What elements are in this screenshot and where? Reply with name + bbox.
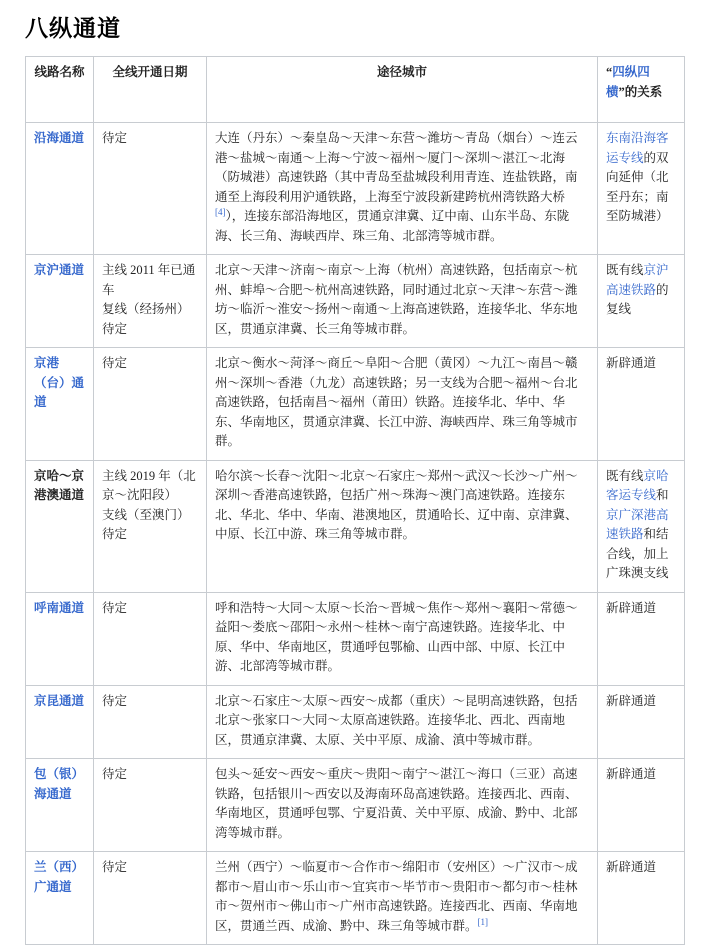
wiki-link[interactable]: 包（银）海通道	[34, 767, 85, 801]
reference-sup	[478, 916, 489, 926]
date-line: 待定	[102, 131, 128, 145]
opening-date-cell	[94, 348, 207, 461]
wiki-link[interactable]: 兰（西）广通道	[34, 860, 85, 894]
relation-cell	[598, 460, 685, 592]
opening-date-cell	[94, 685, 207, 759]
text-run: 既有线	[606, 468, 644, 483]
date-line: 主线 2011 年已通车	[102, 263, 196, 297]
text-run: 的双向延伸（北至丹东；南至防城港）	[606, 150, 669, 223]
relation-cell	[598, 123, 685, 255]
reference-link[interactable]: [4]	[215, 206, 226, 217]
text-run: 北京～石家庄～太原～西安～成都（重庆）～昆明高速铁路，包括北京～张家口～大同～太原高速铁路。连接华北、西北、西南地区，贯通京津冀、太原、关中平原、成渝、滇中等城市群。	[215, 693, 578, 747]
cities-cell	[207, 852, 598, 945]
text-run: 新辟通道	[606, 693, 657, 708]
table-row	[26, 852, 685, 945]
date-line: 待定	[102, 600, 128, 615]
cities-cell	[207, 255, 598, 348]
cities-cell	[207, 123, 598, 255]
text-run: 兰州（西宁）～临夏市～合作市～绵阳市（安州区）～广汉市～成都市～眉山市～乐山市～宜宾市～毕节市～贵阳市～都匀市～桂林市～贺州市～佛山市～广州市高速铁路。连接西北、西南、华南地区，贯通兰西、成渝、黔中、珠三角等城市群。	[215, 860, 578, 933]
table-row	[26, 685, 685, 759]
relation-cell	[598, 759, 685, 852]
text-run: 新辟通道	[606, 356, 657, 370]
text-run: 和结合线，加上广珠澳支线	[606, 527, 669, 580]
text-run: 哈尔滨～长春～沈阳～北京～石家庄～郑州～武汉～长沙～广州～深圳～香港高速铁路，包括广州～珠海～澳门高速铁路。连接东北、华北、华中、华南、港澳地区，贯通哈长、辽中南、京津冀、中原、长江中游、珠三角等城市群。	[215, 468, 578, 541]
line-name-cell	[26, 759, 94, 852]
date-line: 待定	[102, 356, 128, 370]
wiki-link[interactable]: 呼南通道	[34, 600, 85, 615]
table-row	[26, 255, 685, 348]
text-run: 北京～衡水～菏泽～商丘～阜阳～合肥（黄冈）～九江～南昌～赣州～深圳～香港（九龙）高速铁路；另一支线为合肥～福州～台北高速铁路，包括南昌～福州（莆田）铁路。连接华北、华中、华东、华南地区，贯通京津冀、长江中游、海峡西岸、珠三角等城市群。	[215, 356, 578, 448]
wiki-link[interactable]: 京沪高速铁路	[606, 263, 669, 297]
table-row	[26, 348, 685, 461]
col-header-opening-date	[94, 57, 207, 123]
date-line: 复线（经扬州）待定	[102, 302, 190, 336]
wiki-link[interactable]: 京广深港高速铁路	[606, 507, 669, 541]
line-name-cell	[26, 348, 94, 461]
line-name-cell	[26, 592, 94, 685]
cities-cell	[207, 685, 598, 759]
text-run: 的复线	[606, 282, 669, 316]
wiki-link[interactable]: 京哈客运专线	[606, 468, 669, 502]
line-name-cell	[26, 460, 94, 592]
text-run: 既有线	[606, 263, 644, 277]
text-run: “	[606, 65, 613, 79]
opening-date-cell	[94, 852, 207, 945]
table-header-row	[26, 57, 685, 123]
opening-date-cell	[94, 592, 207, 685]
date-line: 待定	[102, 860, 128, 874]
table-row	[26, 460, 685, 592]
table-body	[26, 123, 685, 945]
text-run: ”的关系	[618, 84, 663, 99]
table-row	[26, 592, 685, 685]
relation-cell	[598, 592, 685, 685]
cities-cell	[207, 460, 598, 592]
text-run: 新辟通道	[606, 860, 657, 874]
text-run: 北京～天津～济南～南京～上海（杭州）高速铁路，包括南京～杭州、蚌埠～合肥～杭州高速铁路，同时通过北京～天津～东营～潍坊～临沂～淮安～扬州～南通～上海高速铁路，连接华北、华东地区，贯通京津冀、长三角等城市群。	[215, 263, 578, 336]
text-run: 新辟通道	[606, 600, 657, 615]
opening-date-cell	[94, 759, 207, 852]
text-run: 途径城市	[376, 65, 427, 79]
wiki-link[interactable]: 京沪通道	[34, 263, 85, 277]
relation-cell	[598, 852, 685, 945]
date-line: 支线（至澳门）待定	[102, 507, 190, 541]
line-name-cell	[26, 685, 94, 759]
opening-date-cell	[94, 123, 207, 255]
cities-cell	[207, 759, 598, 852]
text-run: ），连接东部沿海地区，贯通京津冀、辽中南、山东半岛、东陇海、长三角、海峡西岸、珠三角、北部湾等城市群。	[215, 209, 570, 243]
cities-cell	[207, 592, 598, 685]
col-header-line-name	[26, 57, 94, 123]
text-run: 和	[656, 488, 669, 502]
table-row	[26, 123, 685, 255]
col-header-relation	[598, 57, 685, 123]
reference-sup	[215, 207, 226, 217]
relation-cell	[598, 685, 685, 759]
relation-cell	[598, 255, 685, 348]
corridors-table	[25, 56, 685, 945]
text-run: 京哈～京港澳通道	[34, 468, 85, 502]
page-title: 八纵通道	[25, 15, 121, 41]
reference-link[interactable]: [1]	[477, 916, 489, 927]
wiki-link[interactable]: 京昆通道	[34, 693, 85, 708]
text-run: 包头～延安～西安～重庆～贵阳～南宁～湛江～海口（三亚）高速铁路，包括银川～西安以及海南环岛高速铁路。连接西北、西南、华南地区，贯通呼包鄂、宁夏沿黄、关中平原、成渝、黔中、北部湾等城市群。	[215, 767, 578, 840]
col-header-cities	[207, 57, 598, 123]
opening-date-cell	[94, 460, 207, 592]
wiki-link[interactable]: 四纵四横	[606, 65, 650, 99]
cities-cell	[207, 348, 598, 461]
table-row	[26, 759, 685, 852]
line-name-cell	[26, 852, 94, 945]
text-run: 新辟通道	[606, 767, 657, 781]
date-line: 主线 2019 年（北京～沈阳段）	[102, 468, 196, 502]
opening-date-cell	[94, 255, 207, 348]
date-line: 待定	[102, 767, 128, 781]
wiki-link[interactable]: 京港（台）通道	[34, 356, 85, 409]
text-run: 全线开通日期	[112, 65, 188, 79]
line-name-cell	[26, 255, 94, 348]
header-row	[26, 57, 685, 123]
wiki-link[interactable]: 沿海通道	[34, 131, 85, 145]
line-name-cell	[26, 123, 94, 255]
relation-cell	[598, 348, 685, 461]
text-run: 大连（丹东）～秦皇岛～天津～东营～潍坊～青岛（烟台）～连云港～盐城～南通～上海～宁波～福州～厦门～深圳～湛江～北海（防城港）高速铁路（其中青岛至盐城段利用青连、连盐铁路，南通至上海段利用沪通铁路，上海至宁波段新建跨杭州湾铁路大桥	[215, 131, 578, 204]
text-run: 呼和浩特～大同～太原～长治～晋城～焦作～郑州～襄阳～常德～益阳～娄底～邵阳～永州～桂林～南宁高速铁路。连接华北、中原、华中、华南地区，贯通呼包鄂榆、山西中部、中原、长江中游、北部湾等城市群。	[215, 600, 578, 673]
date-line: 待定	[102, 693, 128, 708]
wiki-link[interactable]: 东南沿海客运专线	[606, 131, 669, 165]
text-run: 线路名称	[34, 65, 85, 79]
